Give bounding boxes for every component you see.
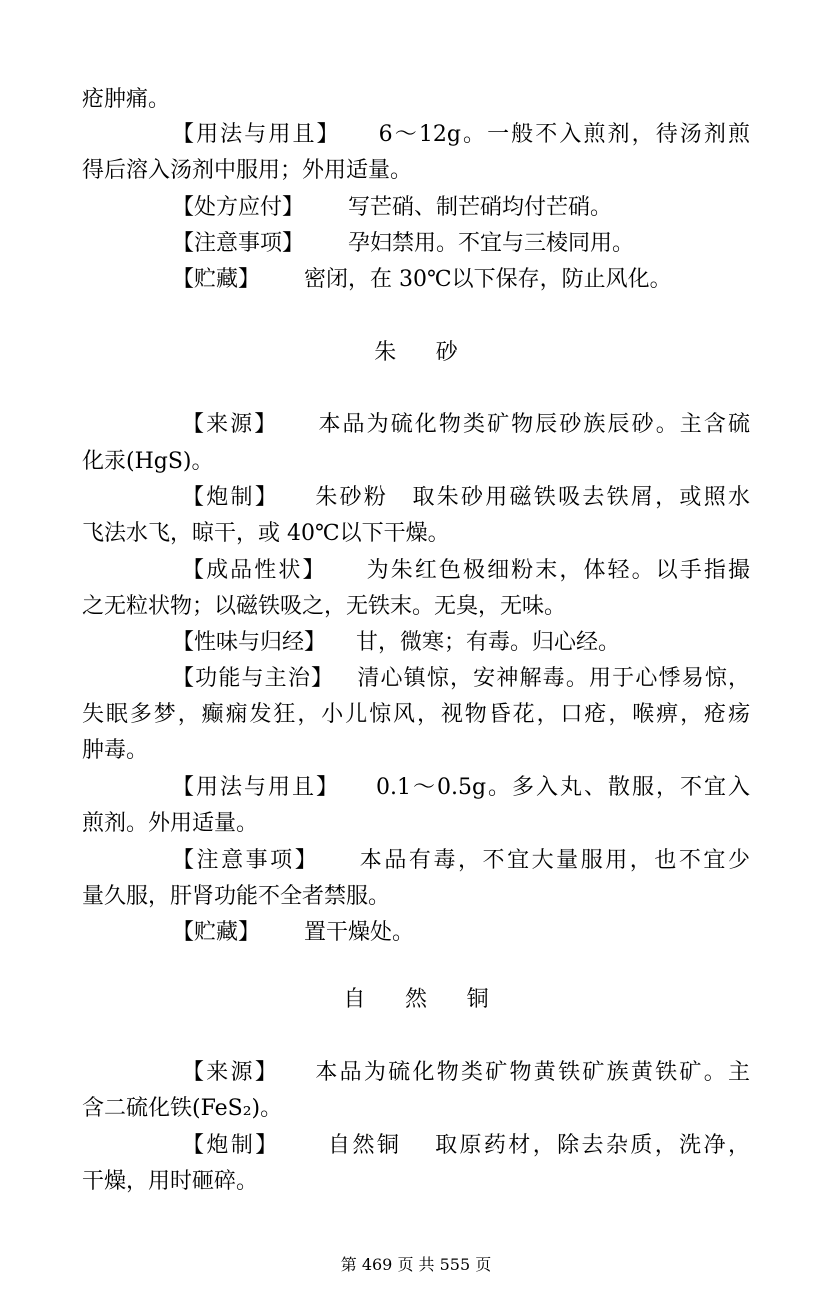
section-label: 【贮藏】: [172, 267, 261, 292]
section-text: 为朱红色极细粉末，体轻。以手指撮: [364, 558, 750, 583]
text-line: 疮肿痛。: [82, 87, 171, 112]
text-line: 之无粒状物；以磁铁吸之，无铁末。无臭，无味。: [82, 594, 567, 619]
section-label: 【贮藏】: [172, 920, 261, 945]
text-line: 煎剂。外用适量。: [82, 811, 259, 836]
section-text: 本品为硫化物类矿物辰砂族辰砂。主含硫: [316, 412, 750, 437]
heading-char: 铜: [466, 987, 489, 1012]
text-line: 含二硫化铁(FeS₂)。: [82, 1096, 283, 1121]
section-label: 【性味与归经】: [172, 630, 327, 655]
section-text: 本品有毒，不宜大量服用，也不宜少: [357, 848, 750, 873]
entry-heading-zirantong: [0, 984, 832, 1016]
section-label: 【成品性状】: [182, 558, 327, 583]
section-text: 自然铜 取原药材，除去杂质，洗净，: [325, 1133, 750, 1158]
heading-char: 然: [404, 987, 427, 1012]
usage-line: [172, 119, 750, 151]
caution-line: [172, 228, 750, 260]
nature-line: [172, 627, 750, 659]
storage-line: [172, 917, 750, 949]
section-label: 【注意事项】: [172, 231, 305, 256]
section-text: 朱砂粉 取朱砂用磁铁吸去铁屑，或照水: [313, 485, 750, 510]
section-text: 0.1～0.5g。多入丸、散服，不宜入: [375, 775, 750, 800]
storage-line: [172, 264, 750, 296]
heading-char: 砂: [435, 340, 458, 365]
text-line: 飞法水飞，晾干，或 40℃以下干燥。: [82, 521, 450, 546]
section-text: 孕妇禁用。不宜与三棱同用。: [348, 231, 635, 256]
section-label: 【来源】: [182, 1060, 280, 1085]
text-line: 肿毒。: [82, 738, 149, 763]
section-text: 写芒硝、制芒硝均付芒硝。: [348, 195, 613, 220]
section-label: 【功能与主治】: [172, 666, 335, 691]
text-line: 量久服，肝肾功能不全者禁服。: [82, 884, 391, 909]
process-line: [182, 482, 750, 514]
source-line: [182, 409, 750, 441]
prescription-line: [172, 192, 750, 224]
section-label: 【来源】: [182, 412, 279, 437]
section-text: 6～12g。一般不入煎剂，待汤剂煎: [378, 122, 750, 147]
text-line: 干燥，用时砸碎。: [82, 1169, 259, 1194]
section-text: 清心镇惊，安神解毒。用于心悸易惊，: [356, 666, 750, 691]
entry-heading-zhusha: [0, 337, 832, 369]
heading-char: 自: [343, 987, 366, 1012]
section-text: 本品为硫化物类矿物黄铁矿族黄铁矿。主: [313, 1060, 750, 1085]
heading-char: 朱: [374, 340, 397, 365]
usage-line: [172, 772, 750, 804]
section-label: 【注意事项】: [172, 848, 320, 873]
text-line: 得后溶入汤剂中服用；外用适量。: [82, 158, 413, 183]
section-label: 【用法与用且】: [172, 775, 340, 800]
text-line: 失眠多梦，癫痫发狂，小儿惊风，视物昏花，口疮，喉痹，疮疡: [82, 702, 750, 727]
section-label: 【炮制】: [182, 1133, 280, 1158]
section-text: 置干燥处。: [304, 920, 415, 945]
caution-line: [172, 845, 750, 877]
section-text: 密闭，在 30℃以下保存，防止风化。: [304, 267, 672, 292]
section-label: 【炮制】: [182, 485, 280, 510]
page-footer: 第 469 页 共 555 页: [340, 1255, 492, 1274]
section-text: 甘，微寒；有毒。归心经。: [356, 630, 621, 655]
section-label: 【用法与用且】: [172, 122, 341, 147]
text-line: 化汞(HgS)。: [82, 449, 214, 474]
source-line: [182, 1057, 750, 1089]
traits-line: [182, 555, 750, 587]
process-line: [182, 1130, 750, 1162]
section-label: 【处方应付】: [172, 195, 305, 220]
function-line: [172, 663, 750, 695]
